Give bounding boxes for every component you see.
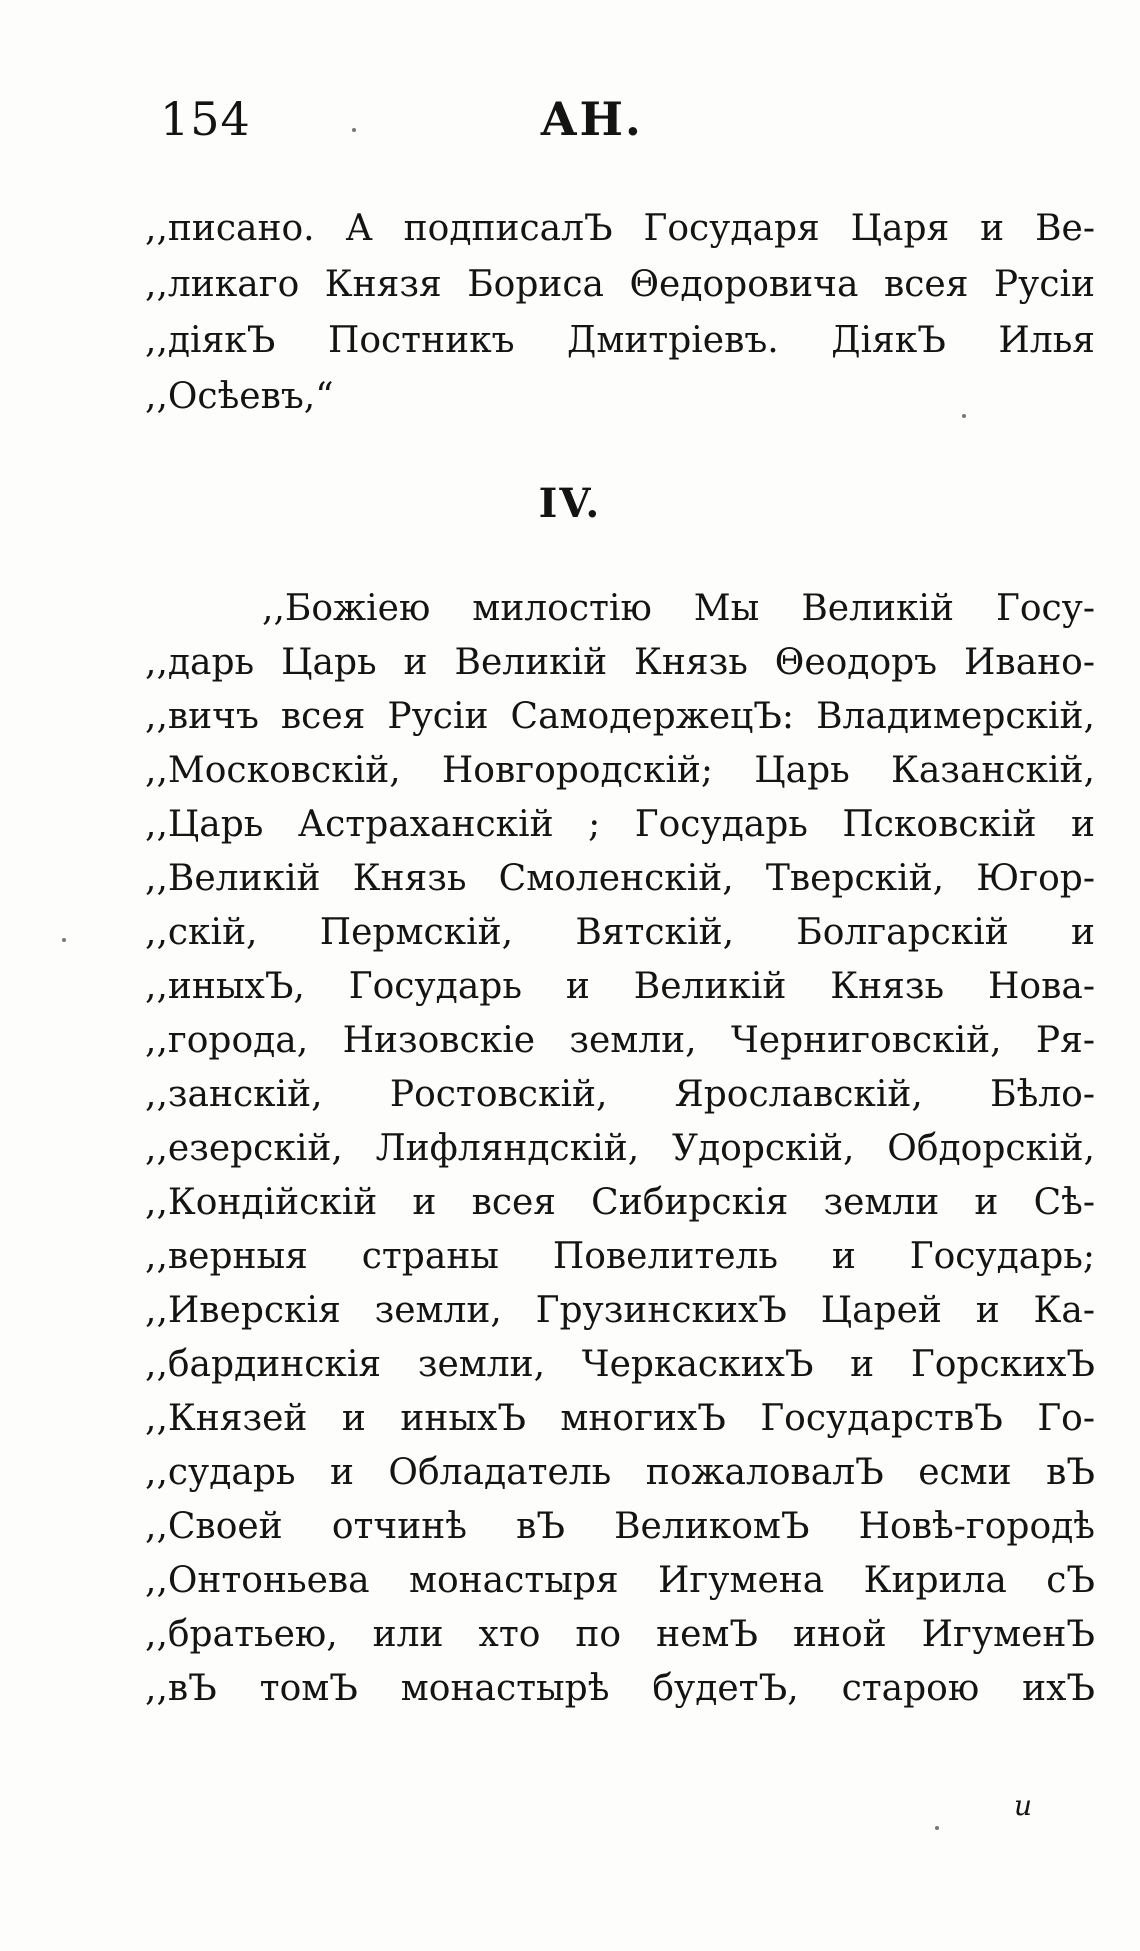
text-line: ,,Божiею милостiю Мы Великiй Госу-: [262, 588, 1095, 629]
text-line: ,,занскiй, Ростовскiй, Ярославскiй, Бѣло-: [145, 1074, 1095, 1115]
text-line: ,,бардинскiя земли, ЧеркаскихЪ и ГорскихЪ: [145, 1344, 1095, 1385]
text-line: ,,Своей отчинѣ вЪ ВеликомЪ Новѣ-городѣ: [145, 1506, 1095, 1547]
text-line: ,,братьею, или хто по немЪ иной ИгуменЪ: [145, 1614, 1095, 1655]
paper-speck: [935, 1826, 939, 1830]
text-line: ,,Иверскiя земли, ГрузинскихЪ Царей и Ка-: [145, 1290, 1095, 1331]
paper-speck: [62, 938, 66, 942]
text-line: ,,езерскiй, Лифляндскiй, Удорскiй, Обдорскiй,: [145, 1128, 1095, 1169]
running-head: АН.: [540, 92, 643, 146]
text-line: ,,сударь и Обладатель пожаловалЪ есми вЪ: [145, 1452, 1095, 1493]
text-line: ,,дарь Царь и Великiй Князь Θеодоръ Ивано-: [145, 642, 1095, 683]
text-line: ,,вичъ всея Русiи СамодержецЪ: Владимерскiй,: [145, 696, 1095, 737]
text-line: ,,Кондiйскiй и всея Сибирскiя земли и Сѣ-: [145, 1182, 1095, 1223]
text-line: ,,Князей и иныхЪ многихЪ ГосударствЪ Го-: [145, 1398, 1095, 1439]
paper-speck: [962, 414, 966, 418]
text-line: ,,вЪ томЪ монастырѣ будетЪ, старою ихЪ: [145, 1668, 1095, 1709]
text-line: ,,дiякЪ Постникъ Дмитрiевъ. ДiякЪ Илья: [145, 320, 1095, 361]
text-line: ,,верныя страны Повелитель и Государь;: [145, 1236, 1095, 1277]
page-header: [0, 92, 1140, 152]
paper-speck: [352, 128, 356, 132]
text-line: ,,Царь Астраханскiй ; Государь Псковскiй и: [145, 804, 1095, 845]
text-line: ,,скiй, Пермскiй, Вятскiй, Болгарскiй и: [145, 912, 1095, 953]
page-number: 154: [160, 92, 251, 146]
text-line: ,,иныхЪ, Государь и Великiй Князь Нова-: [145, 966, 1095, 1007]
text-line: ,,Онтоньева монастыря Игумена Кирила сЪ: [145, 1560, 1095, 1601]
text-line: ,,ликаго Князя Бориса Θедоровича всея Русiи: [145, 264, 1095, 305]
section-heading: IV.: [538, 480, 602, 527]
catchword: и: [1014, 1789, 1033, 1822]
text-line: ,,Осѣевъ,“: [145, 376, 334, 417]
text-line: ,,Московскiй, Новгородскiй; Царь Казанскiй,: [145, 750, 1095, 791]
text-line: ,,города, Низовскiе земли, Черниговскiй, Ря-: [145, 1020, 1095, 1061]
text-line: ,,Великiй Князь Смоленскiй, Тверскiй, Югор-: [145, 858, 1095, 899]
text-line: ,,писано. А подписалЪ Государя Царя и Ве-: [145, 208, 1095, 249]
